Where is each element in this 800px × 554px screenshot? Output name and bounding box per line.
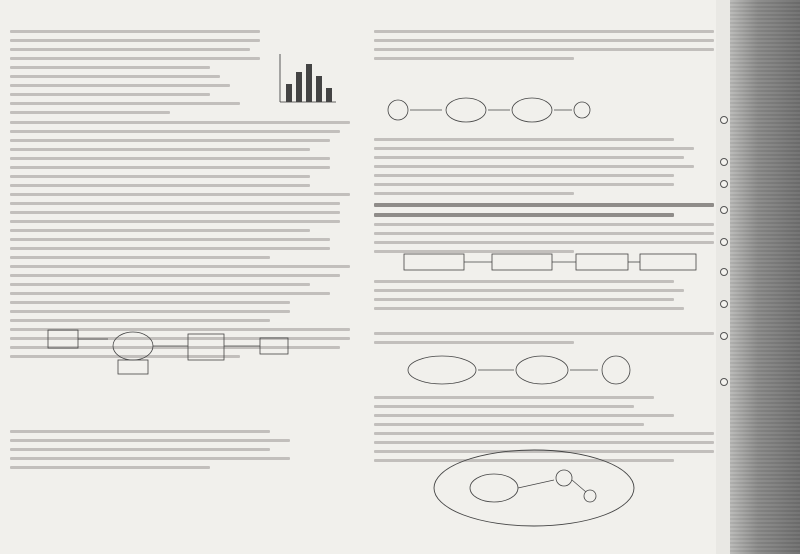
text-line [10,301,290,304]
binding-hole [720,116,728,124]
binding-hole [720,378,728,386]
text-line [10,139,330,142]
text-line [374,39,714,42]
binding-hole [720,268,728,276]
q16-box-1 [404,254,464,270]
q17-cycle-diagram [402,348,642,392]
text-line [374,57,574,60]
text-line [10,148,310,151]
seal-char [706,156,718,168]
q18-arrow-1 [518,480,554,488]
text-line [374,241,714,244]
text-line [10,202,340,205]
text-line [374,280,674,283]
text-line [10,274,340,277]
text-line [10,75,220,78]
text-line [10,457,290,460]
q14-box-2 [118,360,148,374]
text-line [10,283,310,286]
text-line [10,265,350,268]
q10-bar-2 [296,72,302,102]
text-line [374,203,714,207]
left-page-footer [10,530,358,540]
text-line [374,223,714,226]
q17-cell-3 [602,356,630,384]
binding-hole [720,158,728,166]
q15-crispr-diagram [382,82,592,134]
text-line [10,39,260,42]
q16-box-4 [640,254,696,270]
text-line [10,102,240,105]
binding-gutter [716,0,730,554]
text-line [374,165,694,168]
q16-box-2 [492,254,552,270]
text-line [10,184,310,187]
text-line [374,298,674,301]
text-line [10,466,210,469]
q18-cell-diagram [414,440,654,540]
q15-monkey-2 [574,102,590,118]
q17-cell-1 [408,356,476,384]
q14-fermenter [188,334,224,360]
text-line [10,48,250,51]
binding-hole [720,180,728,188]
seal-char [706,236,718,248]
q14-process-diagram [38,322,298,388]
right-page-footer [374,530,726,540]
text-line [374,48,714,51]
text-line [374,232,714,235]
seal-char [706,178,718,190]
text-line [374,396,654,399]
text-line [374,138,674,141]
q17-cell-2 [516,356,568,384]
text-line [10,247,330,250]
q10-bar-chart [272,50,340,112]
q15-monkey-1 [388,100,408,120]
seal-char [706,114,718,126]
text-line [10,157,330,160]
text-line [10,229,310,232]
text-line [10,130,340,133]
seal-char [706,330,718,342]
q18-vesicle-1 [556,470,572,486]
text-line [10,256,270,259]
q18-cell-membrane [434,450,634,526]
text-line [10,220,340,223]
binding-hole [720,206,728,214]
text-line [10,175,310,178]
text-line [10,57,260,60]
text-line [374,289,684,292]
text-line [374,192,574,195]
text-line [10,66,210,69]
q16-box-3 [576,254,628,270]
seal-char [706,266,718,278]
text-line [10,439,290,442]
text-line [10,211,340,214]
text-line [374,30,714,33]
q16-flow-diagram [400,250,700,274]
seal-char [706,204,718,216]
q14-box-3 [260,338,288,354]
binding-hole [720,238,728,246]
q10-bar-5 [326,88,332,102]
text-line [10,448,270,451]
seal-char [706,298,718,310]
text-line [374,183,674,186]
text-line [374,332,714,335]
text-line [374,414,674,417]
q10-bar-3 [306,64,312,102]
text-line [374,405,634,408]
binding-hole [720,300,728,308]
text-line [10,310,290,313]
text-line [10,93,210,96]
text-line [374,423,644,426]
text-line [10,193,350,196]
binding-hole [720,332,728,340]
q10-bar-4 [316,76,322,102]
text-line [10,111,170,114]
text-line [374,307,684,310]
q18-nucleus [470,474,518,502]
text-line [374,213,674,217]
q18-arrow-2 [572,480,586,492]
binding-strip [730,0,800,554]
text-line [374,341,574,344]
left-page [10,30,358,540]
seal-char [706,376,718,388]
q15-cell-2 [512,98,552,122]
right-page [374,30,726,540]
text-line [10,430,270,433]
text-line [374,174,674,177]
text-line [10,238,330,241]
q10-bar-1 [286,84,292,102]
text-line [10,166,330,169]
q14-vessel [113,332,153,360]
text-line [10,84,230,87]
q14-box-1 [48,330,78,348]
text-line [374,432,714,435]
text-line [374,156,684,159]
text-line [10,30,260,33]
text-line [10,292,330,295]
text-line [374,147,694,150]
q15-cell-1 [446,98,486,122]
text-line [10,121,350,124]
